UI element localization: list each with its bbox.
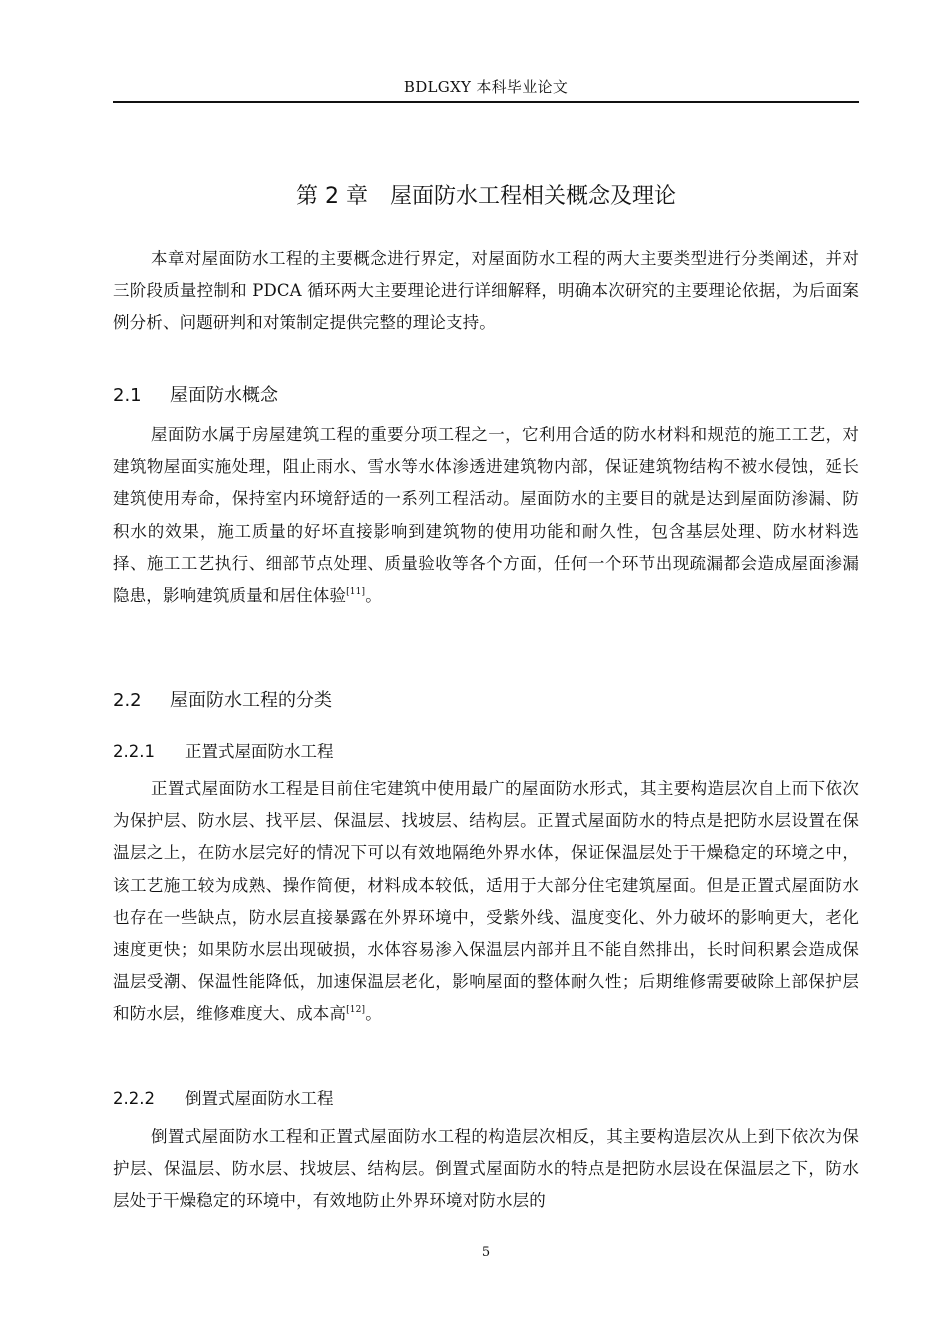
paragraph-text: 屋面防水属于房屋建筑工程的重要分项工程之一，它利用合适的防水材料和规范的施工工艺，对建筑物屋面实施处理，阻止雨水、雪水等水体渗透进建筑物内部，保证建筑物结构不被水侵蚀，延长建筑使用寿命，保持室内环境舒适的一系列工程活动。屋面防水的主要目的就是达到屋面防渗漏、防积水的效果，施工质量的好坏直接影响到建筑物的使用功能和耐久性，包含基层处理、防水材料选择、施工工艺执行、细部节点处理、质量验收等各个方面，任何一个环节出现疏漏都会造成屋面渗漏隐患，影响建筑质量和居住体验 (113, 425, 859, 606)
section-number: 2.2 (113, 690, 142, 711)
section-number: 2.1 (113, 385, 142, 406)
section-number: 2.2.1 (113, 742, 155, 761)
section-heading-2-2 (113, 686, 332, 712)
section-2-1-paragraph (113, 419, 859, 612)
running-header: BDLGXY 本科毕业论文 (403, 78, 569, 96)
section-number: 2.2.2 (113, 1089, 155, 1108)
section-title: 屋面防水概念 (170, 385, 278, 406)
citation: [11] (346, 587, 366, 598)
paragraph-text: 正置式屋面防水工程是目前住宅建筑中使用最广的屋面防水形式，其主要构造层次自上而下依次为保护层、防水层、找平层、保温层、找坡层、结构层。正置式屋面防水的特点是把防水层设置在保温层之上，在防水层完好的情况下可以有效地隔绝外界水体，保证保温层处于干燥稳定的环境之中，该工艺施工较为成熟、操作简便，材料成本较低，适用于大部分住宅建筑屋面。但是正置式屋面防水也存在一些缺点，防水层直接暴露在外界环境中，受紫外线、温度变化、外力破坏的影响更大，老化速度更快；如果防水层出现破损，水体容易渗入保温层内部并且不能自然排出，长时间积累会造成保温层受潮、保温性能降低，加速保温层老化，影响屋面的整体耐久性；后期维修需要破除上部保护层和防水层，维修难度大、成本高 (113, 779, 859, 1024)
citation: [12] (346, 1005, 366, 1016)
section-title: 屋面防水工程的分类 (170, 690, 332, 711)
chapter-title (113, 179, 859, 210)
section-heading-2-2-1 (113, 738, 334, 762)
section-title: 倒置式屋面防水工程 (185, 1089, 334, 1108)
chapter-title-text: 屋面防水工程相关概念及理论 (389, 184, 676, 209)
section-heading-2-1 (113, 381, 278, 407)
section-2-2-2-paragraph: 倒置式屋面防水工程和正置式屋面防水工程的构造层次相反，其主要构造层次从上到下依次为保护层、保温层、防水层、找坡层、结构层。倒置式屋面防水的特点是把防水层设在保温层之下，防水层处于干燥稳定的环境中，有效地防止外界环境对防水层的 (113, 1127, 859, 1211)
chapter-intro-paragraph: 本章对屋面防水工程的主要概念进行界定，对屋面防水工程的两大主要类型进行分类阐述，并对三阶段质量控制和 PDCA 循环两大主要理论进行详细解释，明确本次研究的主要理论依据，为后面案例分析、问题研判和对策制定提供完整的理论支持。 (113, 249, 859, 333)
page-number: 5 (481, 1245, 491, 1260)
paragraph-end: 。 (365, 1004, 382, 1024)
section-heading-2-2-2 (113, 1085, 334, 1109)
section-2-2-1-paragraph (113, 773, 859, 1031)
section-title: 正置式屋面防水工程 (185, 742, 334, 761)
paragraph-end: 。 (365, 586, 382, 606)
chapter-number: 第 2 章 (296, 184, 368, 209)
header-rule (113, 101, 859, 103)
